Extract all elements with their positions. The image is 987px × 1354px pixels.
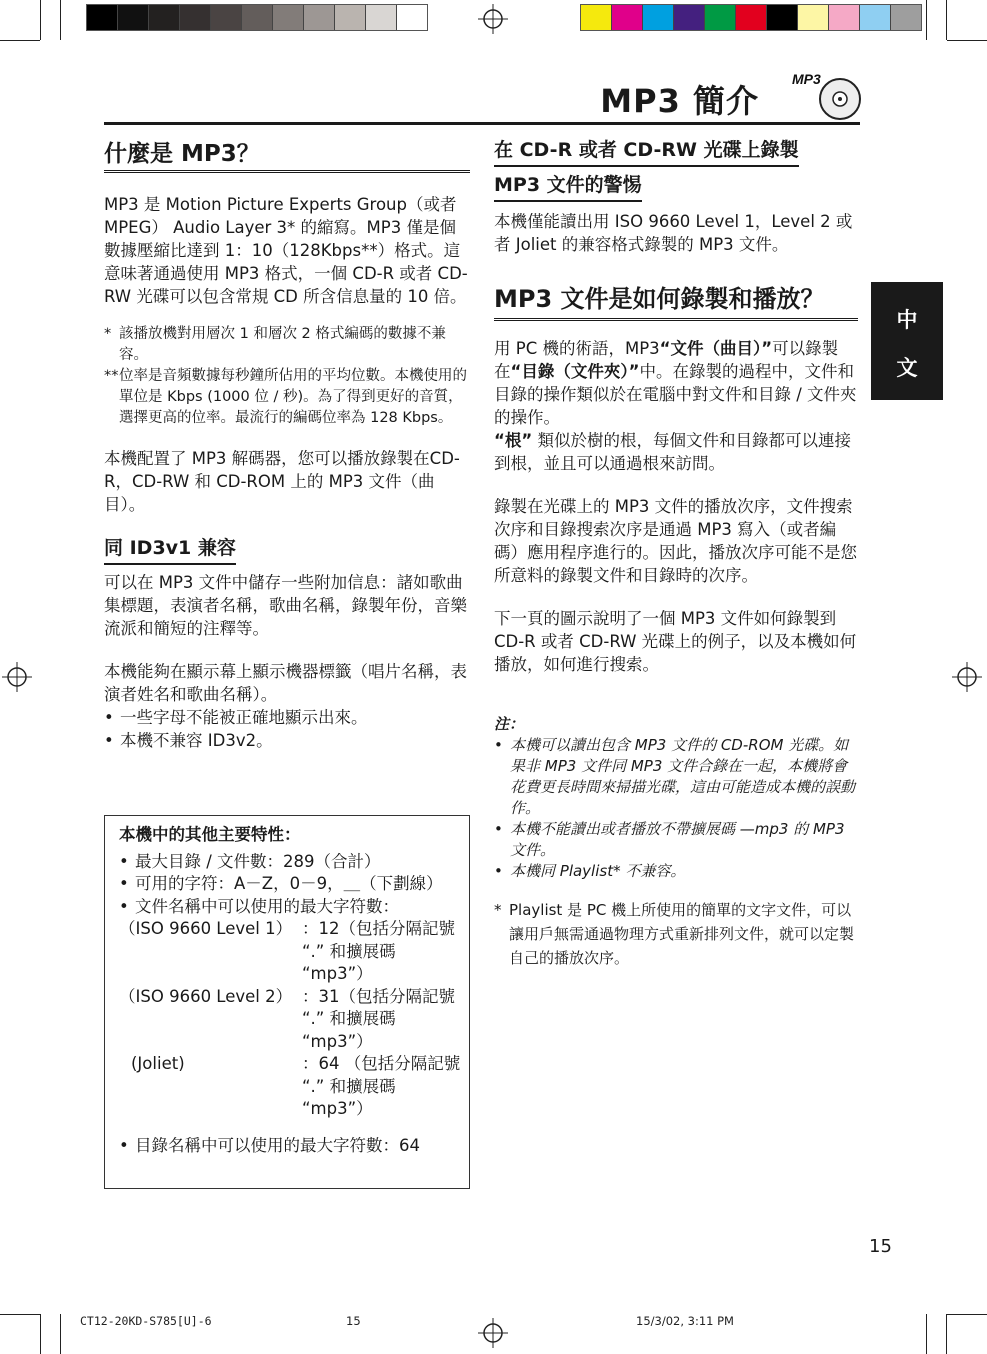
color-swatch [891,5,921,30]
section-heading-recording [494,136,858,167]
list-item [119,873,461,896]
grayscale-swatch [180,5,211,30]
section-heading-what-is-mp3: 什麼是 MP3？ [104,140,470,173]
logo-text: MP3 [792,72,821,87]
color-swatch [767,5,798,30]
registration-mark-icon [2,662,32,692]
notes [494,714,858,882]
spec-label: （ISO 9660 Level 2） [119,986,293,1006]
header-rule [104,122,860,125]
grayscale-bar [86,4,428,31]
color-swatch [705,5,736,30]
spec-row [119,918,461,986]
language-tab-char: 中 [896,308,918,332]
footnote-text: Playlist 是 PC 機上所使用的簡單的文字文件，可以讓用戶無需通過物理方式重新排列文件，就可以定製自己的播放次序。 [509,901,855,967]
color-swatch [674,5,705,30]
heading-text: MP3 文件的警惕 [494,171,642,202]
language-tab-char: 文 [896,356,918,380]
paragraph: 本機僅能讀出用 ISO 9660 Level 1，Level 2 或者 Joliet 的兼容格式錄製的 MP3 文件。 [494,212,853,254]
grayscale-swatch [149,5,180,30]
term: “根” [494,431,533,450]
bullet: • [119,1135,129,1155]
section-heading-recording-line2 [494,171,858,202]
grayscale-swatch [335,5,366,30]
bullet: • [494,820,503,838]
paragraph: 下一頁的圖示說明了一個 MP3 文件如何錄製到 CD-R 或者 CD-RW 光碟上的例子，以及本機如何播放，如何進行搜索。 [494,609,857,674]
crop-mark [946,0,947,40]
bullet: • [119,874,129,893]
color-swatch [829,5,860,30]
crop-mark [60,0,61,40]
crop-mark [946,1314,947,1354]
text-run: 中。在錄製的過程中，文件和目錄的操作類似於在電腦中對文件和目錄 / 文件夾的操作。 [494,362,857,427]
grayscale-swatch [118,5,149,30]
note-text: 本機同 Playlist* 不兼容。 [510,862,686,880]
color-swatch [612,5,643,30]
spec-value: ：12（包括分隔記號 “.” 和擴展碼 “mp3”） [302,919,455,983]
note-item [494,861,858,882]
list-item-text: 目錄名稱中可以使用的最大字符數：64 [135,1135,420,1155]
text-run: 用 PC 機的術語，MP3 [494,339,660,358]
mp3-disc-logo-icon [790,72,862,122]
term: “文件（曲目）” [659,339,773,358]
spec-row [119,986,461,1054]
registration-mark-icon [952,662,982,692]
text-run: 類似於樹的根，每個文件和目錄都可以連接到根，並且可以通過根來訪問。 [494,431,851,473]
note-text: 本機可以讀出包含 MP3 文件的 CD-ROM 光碟。如果非 MP3 文件同 MP3 文件合錄在一起，本機將會花費更長時間來掃描光碟，這由可能造成本機的誤動作。 [510,736,856,817]
color-swatch [798,5,829,30]
grayscale-swatch [304,5,335,30]
process-color-bar [580,4,922,31]
list-item-text: 一些字母不能被正確地顯示出來。 [120,708,368,727]
list-item [104,729,470,752]
color-swatch [860,5,891,30]
crop-mark [926,1314,927,1354]
spec-value: ：31（包括分隔記號 “.” 和擴展碼 “mp3”） [302,986,455,1051]
grayscale-swatch [242,5,273,30]
list-item-text: 本機不兼容 ID3v2。 [120,731,273,750]
footer-code: CT12-20KD-S785[U]-6 [80,1314,212,1328]
section-heading-id3v1 [104,534,470,565]
footer-date: 15/3/02, 3:11 PM [636,1314,734,1328]
crop-mark [0,1314,40,1315]
list-item-text: 文件名稱中可以使用的最大字符數： [135,896,399,916]
heading-text: 在 CD-R 或者 CD-RW 光碟上錄製 [494,136,799,167]
text-run: 可以錄製在 [494,339,839,381]
note-text: 本機不能讀出或者播放不帶擴展碼 —mp3 的 MP3 文件。 [510,820,845,859]
footnote: 該播放機對用層次 1 和層次 2 格式編碼的數據不兼容。 [119,326,446,363]
bullet: • [104,708,114,727]
bullet: • [494,736,503,754]
grayscale-swatch [87,5,118,30]
crop-mark [926,0,927,40]
color-swatch [643,5,674,30]
note-title: 注： [494,715,525,733]
crop-mark [947,1314,987,1315]
spec-label: (Joliet) [131,1054,185,1073]
list-item [119,1135,461,1158]
paragraph [494,337,858,429]
grayscale-swatch [273,5,304,30]
registration-mark-icon [478,1318,508,1348]
features-box [104,815,470,1189]
list-item [119,851,461,874]
grayscale-swatch [366,5,397,30]
list-item-text: 最大目錄 / 文件數：289（合計） [135,851,381,871]
footer-page: 15 [346,1314,361,1328]
section-heading-how-recorded: MP3 文件是如何錄製和播放？ [494,282,858,321]
note-item [494,819,858,861]
right-column [494,136,858,970]
paragraph: 可以在 MP3 文件中儲存一些附加信息：諸如歌曲集標題，表演者名稱，歌曲名稱，錄製年份，音樂流派和簡短的注釋等。 [104,573,467,638]
paragraph: 錄製在光碟上的 MP3 文件的播放次序，文件搜索次序和目錄搜索次序是通過 MP3 寫入（或者編碼）應用程序進行的。因此，播放次序可能不是您所意料的錄製文件和目錄時的次序。 [494,497,857,585]
list-item-text: 可用的字符：A－Z，0－9，＿（下劃線） [135,874,443,893]
list-item [119,896,461,919]
registration-mark-icon [478,4,508,34]
bullet: • [119,896,129,916]
term: “目錄（文件夾）” [510,362,640,381]
spec-value: ：64 （包括分隔記號 “.” 和擴展碼 “mp3”） [302,1054,461,1118]
footnote-marker: ** [104,368,119,384]
spec-row [119,1053,461,1121]
note-item [494,735,858,819]
paragraph: MP3 是 Motion Picture Experts Group（或者 MPEG） Audio Layer 3* 的縮寫。MP3 僅是個數據壓縮比達到 1：10（128Kbps**）格式。這意味著通過使用 MP3 格式，一個 CD-R 或者 CD-RW 光碟可以包含常規 CD 所含信息量的 10 倍。 [104,195,468,306]
footnotes [104,324,470,429]
paragraph: 本機能夠在顯示幕上顯示機器標籤（唱片名稱，表演者姓名和歌曲名稱）。 [104,662,467,704]
box-title: 本機中的其他主要特性： [119,825,301,844]
grayscale-swatch [211,5,242,30]
footnote-marker: * [104,326,112,342]
crop-mark [947,40,987,41]
crop-mark [60,1314,61,1354]
crop-mark [0,40,40,41]
page-number: 15 [869,1236,892,1257]
grayscale-swatch [397,5,427,30]
page-title: MP3 簡介 [600,82,759,120]
color-swatch [581,5,612,30]
paragraph: 本機配置了 MP3 解碼器，您可以播放錄製在CD-R，CD-RW 和 CD-ROM 上的 MP3 文件（曲目）。 [104,449,460,514]
bullet: • [104,731,114,750]
heading-text: 同 ID3v1 兼容 [104,534,236,565]
color-swatch [736,5,767,30]
paragraph [494,429,858,475]
left-column [104,140,470,752]
footnote: 位率是音頻數據每秒鐘所佔用的平均位數。本機使用的單位是 Kbps (1000 位 / 秒)。為了得到更好的音質，選擇更高的位率。最流行的編碼位率為 128 Kbps。 [119,368,467,426]
crop-mark [40,1314,41,1354]
bullet: • [494,862,503,880]
crop-mark [40,0,41,40]
spec-label: （ISO 9660 Level 1） [119,919,293,938]
list-item [104,706,470,729]
language-tab [871,282,943,400]
footnote [494,898,858,970]
footnote-marker: * [494,901,502,919]
bullet: • [119,851,129,871]
